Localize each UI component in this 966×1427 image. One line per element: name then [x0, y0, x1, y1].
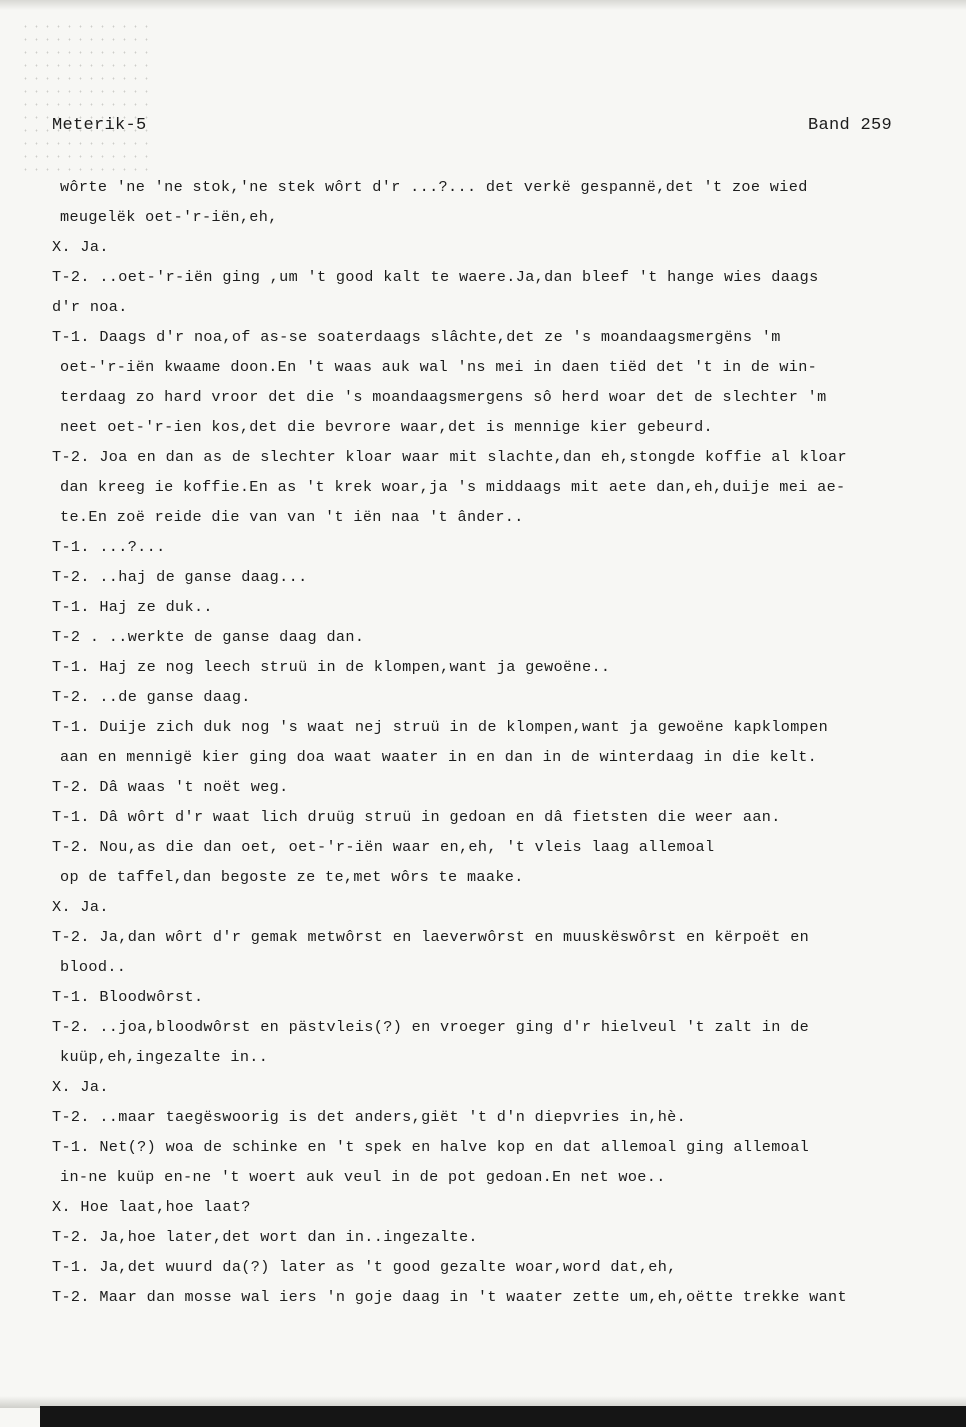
- document-header-right: Band 259: [808, 116, 893, 135]
- transcript-line: T-2. Joa en dan as de slechter kloar waar mit slachte,dan eh,stongde koffie al kloar: [52, 448, 847, 466]
- transcript-line: neet oet-'r-ien kos,det die bevrore waar,det is mennige kier gebeurd.: [60, 418, 714, 436]
- transcript-line: aan en mennigë kier ging doa waat waater in en dan in de winterdaag in die kelt.: [60, 748, 818, 766]
- transcript-line: T-1. Haj ze duk..: [52, 598, 213, 616]
- transcript-line: oet-'r-iën kwaame doon.En 't waas auk wal 'ns mei in daen tiëd det 't in de win-: [60, 358, 818, 376]
- transcript-line: te.En zoë reide die van van 't iën naa 't ânder..: [60, 508, 524, 526]
- transcript-line: blood..: [60, 958, 127, 976]
- transcript-line: T-2. Ja,hoe later,det wort dan in..ingezalte.: [52, 1228, 478, 1246]
- scan-speckle: [20, 20, 150, 180]
- transcript-line: T-1. Bloodwôrst.: [52, 988, 204, 1006]
- transcript-line: kuüp,eh,ingezalte in..: [60, 1048, 269, 1066]
- transcript-line: T-2. ..joa,bloodwôrst en pästvleis(?) en vroeger ging d'r hielveul 't zalt in de: [52, 1018, 810, 1036]
- transcript-line: T-1. Ja,det wuurd da(?) later as 't good gezalte woar,word dat,eh,: [52, 1258, 677, 1276]
- transcript-line: T-2 . ..werkte de ganse daag dan.: [52, 628, 365, 646]
- transcript-line: T-1. Duije zich duk nog 's waat nej struü in de klompen,want ja gewoëne kapklompen: [52, 718, 829, 736]
- transcript-line: terdaag zo hard vroor det die 's moandaagsmergens sô herd woar det de slechter 'm: [60, 388, 827, 406]
- transcript-body: [0, 172, 966, 1312]
- transcript-line: T-2. Ja,dan wôrt d'r gemak metwôrst en laeverwôrst en muuskëswôrst en kërpoët en: [52, 928, 810, 946]
- transcript-line: T-2. Nou,as die dan oet, oet-'r-iën waar en,eh, 't vleis laag allemoal: [52, 838, 715, 856]
- transcript-line: T-2. ..oet-'r-iën ging ,um 't good kalt te waere.Ja,dan bleef 't hange wies daags: [52, 268, 819, 286]
- document-header-left: Meterik-5: [52, 116, 147, 135]
- transcript-line: T-2. ..maar taegëswoorig is det anders,giët 't d'n diepvries in,hè.: [52, 1108, 687, 1126]
- transcript-line: T-1. Dâ wôrt d'r waat lich druüg struü in gedoan en dâ fietsten die weer aan.: [52, 808, 781, 826]
- transcript-line: X. Ja.: [52, 238, 109, 256]
- transcript-line: wôrte 'ne 'ne stok,'ne stek wôrt d'r ...?... det verkë gespannë,det 't zoe wied: [60, 178, 808, 196]
- transcript-line: d'r noa.: [52, 298, 128, 316]
- transcript-line: in-ne kuüp en-ne 't woert auk veul in de pot gedoan.En net woe..: [60, 1168, 666, 1186]
- scan-bottom-edge: [40, 1406, 966, 1427]
- transcript-line: X. Ja.: [52, 1078, 109, 1096]
- scan-top-edge: [0, 0, 966, 10]
- transcript-line: T-2. Maar dan mosse wal iers 'n goje daag in 't waater zette um,eh,oëtte trekke want: [52, 1288, 847, 1306]
- transcript-line: T-1. ...?...: [52, 538, 166, 556]
- transcript-line: T-1. Haj ze nog leech struü in de klompen,want ja gewoëne..: [52, 658, 611, 676]
- transcript-line: dan kreeg ie koffie.En as 't krek woar,ja 's middaags mit aete dan,eh,duije mei ae-: [60, 478, 846, 496]
- transcript-line: T-1. Net(?) woa de schinke en 't spek en halve kop en dat allemoal ging allemoal: [52, 1138, 810, 1156]
- transcript-line: X. Hoe laat,hoe laat?: [52, 1198, 251, 1216]
- transcript-line: meugelëk oet-'r-iën,eh,: [60, 208, 278, 226]
- transcript-line: X. Ja.: [52, 898, 109, 916]
- transcript-line: op de taffel,dan begoste ze te,met wôrs te maake.: [60, 868, 524, 886]
- transcript-line: T-2. ..haj de ganse daag...: [52, 568, 308, 586]
- transcript-line: T-1. Daags d'r noa,of as-se soaterdaags slâchte,det ze 's moandaagsmergëns 'm: [52, 328, 781, 346]
- transcript-line: T-2. Dâ waas 't noët weg.: [52, 778, 289, 796]
- transcript-line: T-2. ..de ganse daag.: [52, 688, 251, 706]
